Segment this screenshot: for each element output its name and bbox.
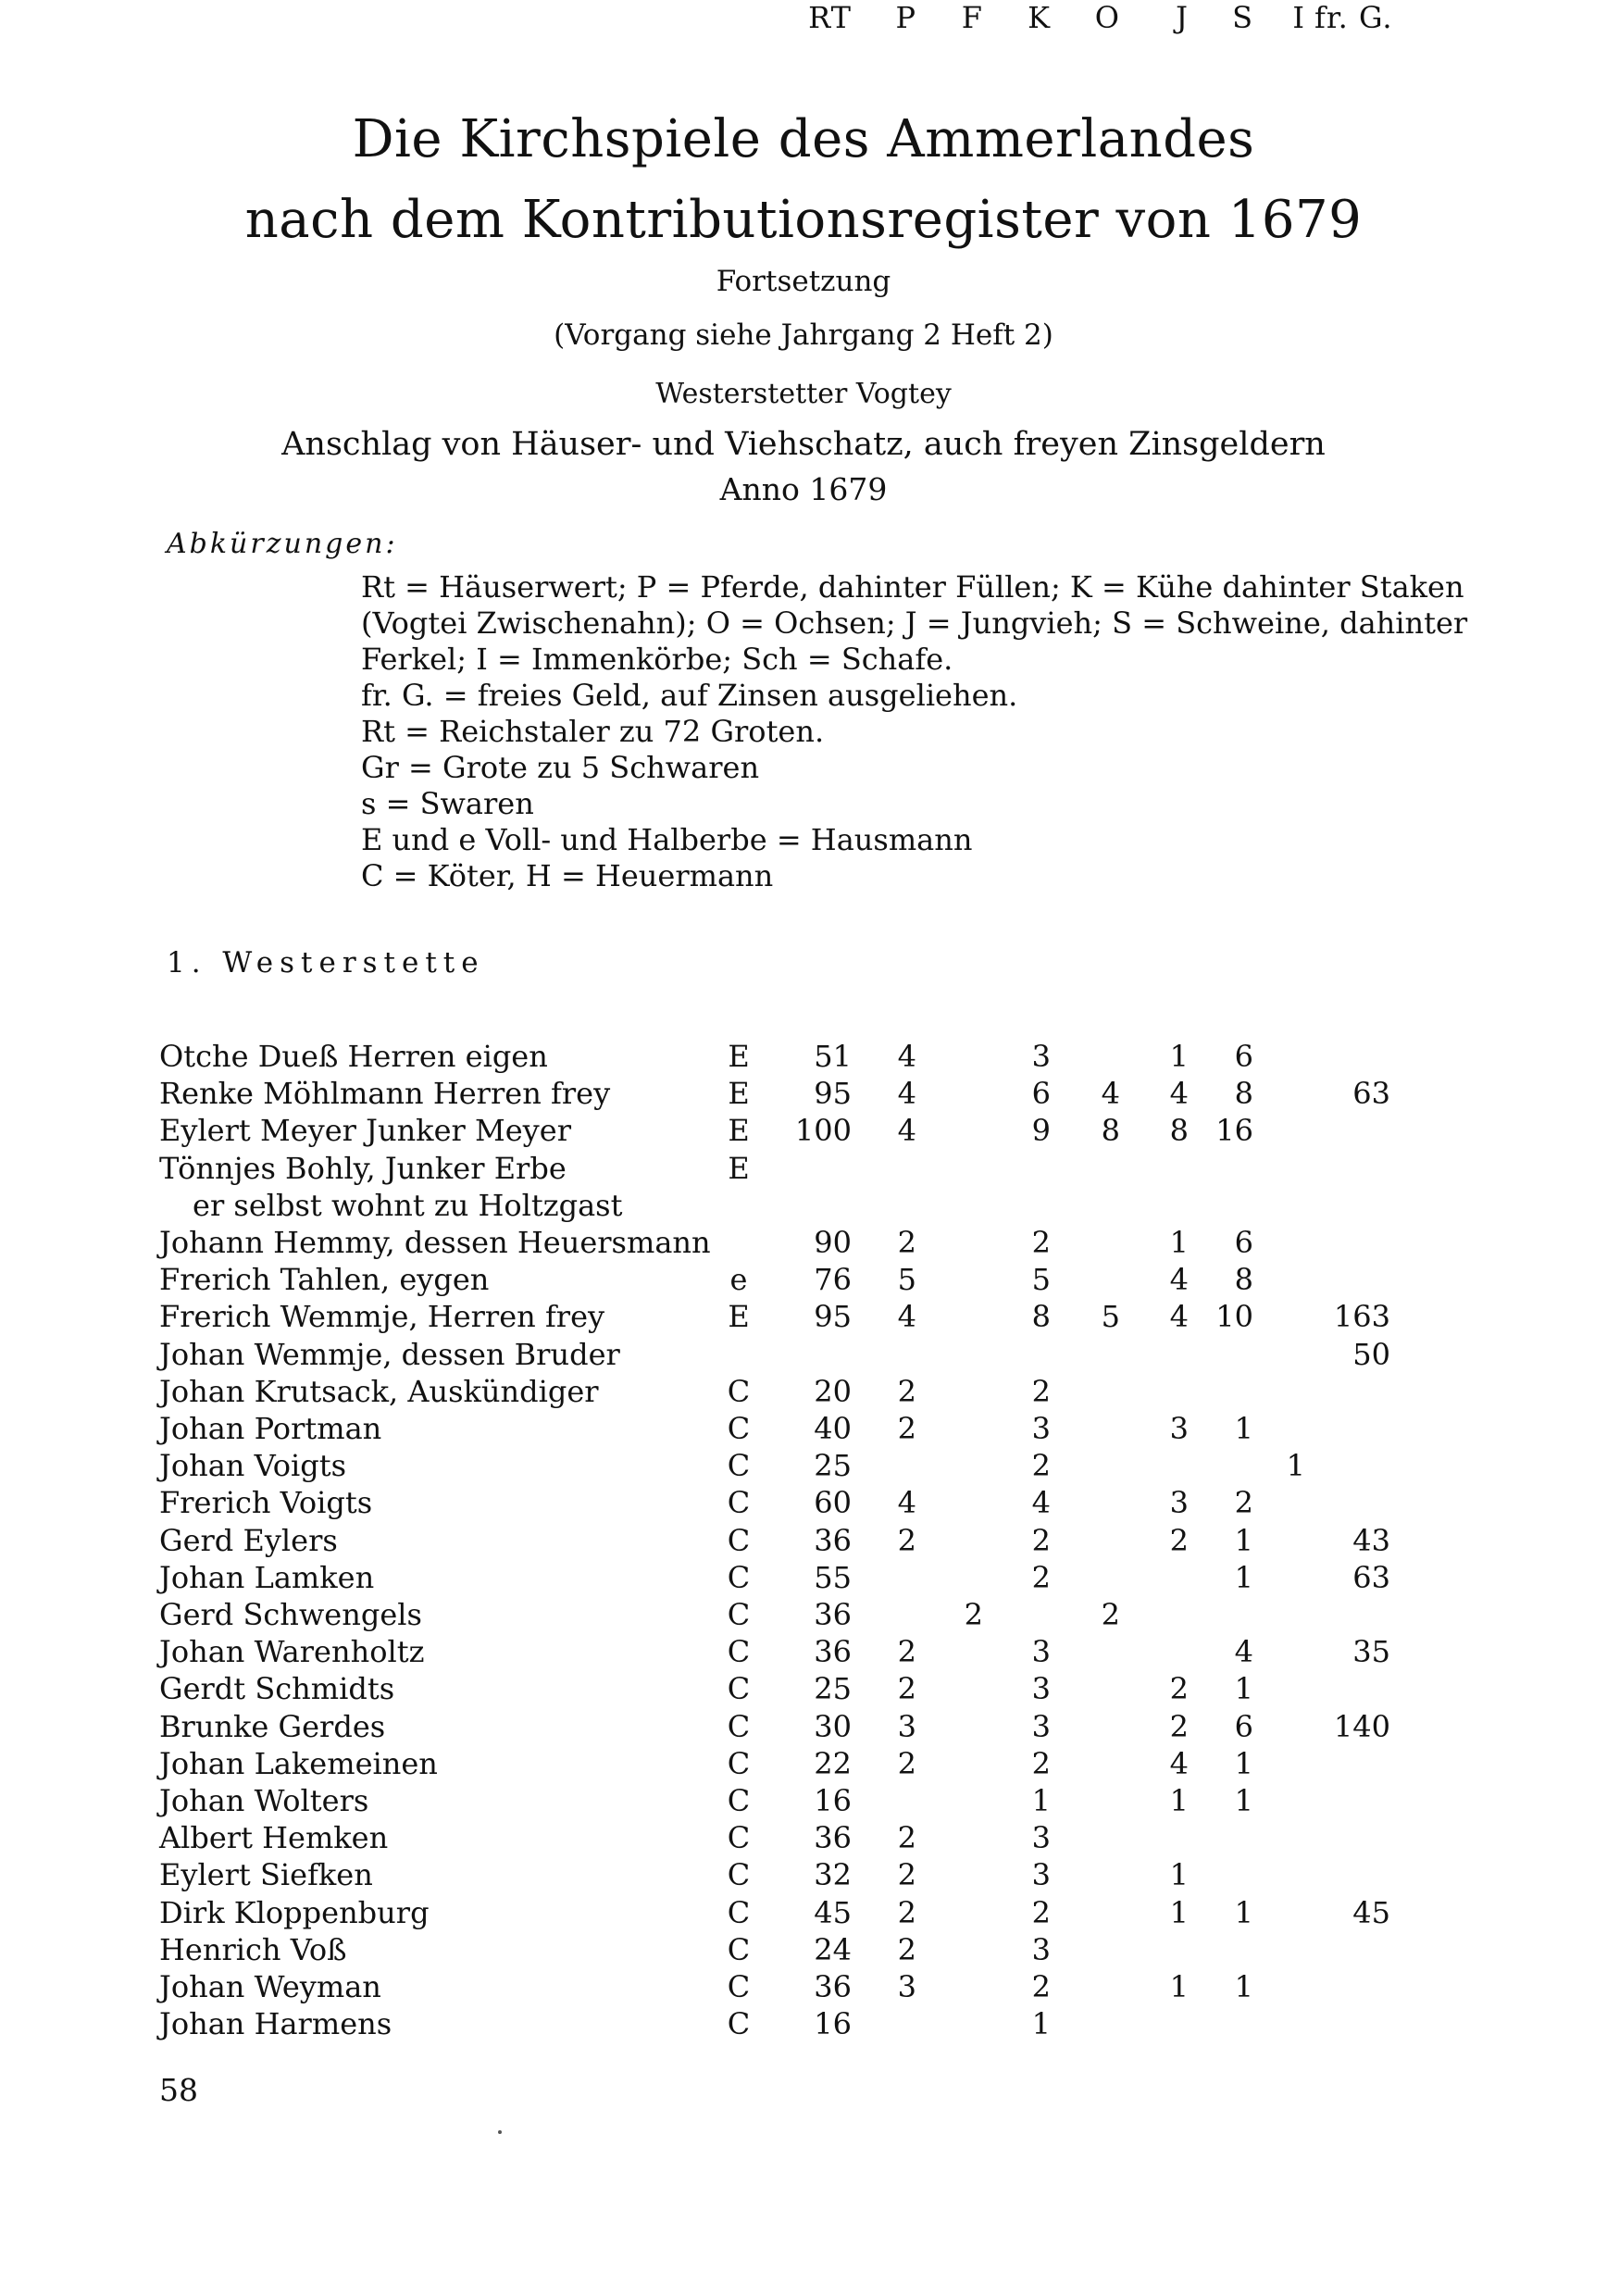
cell-k: 1: [1031, 2006, 1051, 2042]
row-name: Gerd Eylers: [159, 1522, 338, 1558]
cell-stand: C: [727, 1708, 751, 1744]
cell-p: 4: [897, 1299, 916, 1335]
abbreviation-line: Gr = Grote zu 5 Schwaren: [361, 750, 760, 785]
cell-k: 3: [1031, 1931, 1051, 1967]
table-row: [0, 1151, 1607, 1188]
cell-j: 2: [1169, 1708, 1189, 1744]
cell-o: 4: [1101, 1076, 1120, 1112]
table-row: [0, 1634, 1607, 1671]
cell-p: 4: [897, 1076, 916, 1112]
cell-p: 3: [897, 1708, 916, 1744]
cell-p: 2: [897, 1634, 916, 1670]
cell-stand: C: [727, 1820, 751, 1856]
row-name: Albert Hemken: [159, 1820, 389, 1856]
cell-stand: E: [728, 1039, 750, 1074]
row-name: Henrich Voß: [159, 1931, 347, 1967]
cell-p: 4: [897, 1039, 916, 1074]
cell-k: 2: [1031, 1969, 1051, 2004]
cell-p: 5: [897, 1262, 916, 1298]
cell-k: 2: [1031, 1894, 1051, 1930]
abbreviation-line: (Vogtei Zwischenahn); O = Ochsen; J = Jungvieh; S = Schweine, dahinter: [361, 605, 1468, 641]
table-row: [0, 1411, 1607, 1448]
year-heading: Anno 1679: [719, 471, 888, 507]
cell-rt: 55: [814, 1559, 852, 1595]
row-name: Frerich Tahlen, eygen: [159, 1262, 490, 1298]
cell-stand: C: [727, 1783, 751, 1818]
cell-s: 1: [1234, 1783, 1253, 1818]
cell-s: 6: [1234, 1708, 1253, 1744]
cell-frg: 45: [1352, 1894, 1390, 1930]
cell-p: 2: [897, 1411, 916, 1446]
cell-stand: C: [727, 1931, 751, 1967]
cell-stand: C: [727, 1745, 751, 1781]
cell-rt: 100: [794, 1113, 852, 1149]
cell-p: 2: [897, 1373, 916, 1409]
cell-s: 4: [1234, 1634, 1253, 1670]
table-row: [0, 1895, 1607, 1932]
cell-s: 1: [1234, 1894, 1253, 1930]
row-name: Eylert Meyer Junker Meyer: [159, 1113, 571, 1149]
cell-p: 2: [897, 1671, 916, 1707]
cell-rt: 36: [814, 1969, 852, 2004]
row-name: Gerdt Schmidts: [159, 1671, 395, 1707]
table-row: [0, 1969, 1607, 2006]
cell-stand: E: [728, 1150, 750, 1186]
row-name: Johan Krutsack, Auskündiger: [159, 1373, 599, 1409]
cell-j: 1: [1169, 1039, 1189, 1074]
cell-k: 2: [1031, 1373, 1051, 1409]
row-name: Johan Warenholtz: [159, 1634, 425, 1670]
column-header-i: I: [1292, 0, 1305, 35]
cell-j: 4: [1169, 1745, 1189, 1781]
cell-k: 3: [1031, 1820, 1051, 1856]
cell-stand: C: [727, 1373, 751, 1409]
cell-stand: e: [729, 1262, 748, 1298]
cell-rt: 45: [814, 1894, 852, 1930]
cell-stand: C: [727, 1448, 751, 1484]
abbreviation-line: E und e Voll- und Halberbe = Hausmann: [361, 822, 973, 857]
cell-s: 8: [1234, 1076, 1253, 1112]
section-title: 1. Westerstette: [167, 946, 485, 980]
cell-rt: 16: [814, 2006, 852, 2042]
cell-s: 2: [1234, 1485, 1253, 1521]
abbreviation-line: s = Swaren: [361, 786, 534, 821]
cell-s: 10: [1215, 1299, 1253, 1335]
row-name: Frerich Voigts: [159, 1485, 373, 1521]
row-name: er selbst wohnt zu Holtzgast: [193, 1187, 623, 1223]
cell-k: 3: [1031, 1411, 1051, 1446]
row-name: Eylert Siefken: [159, 1857, 373, 1893]
cell-rt: 16: [814, 1783, 852, 1818]
cell-rt: 90: [814, 1225, 852, 1260]
cell-frg: 163: [1333, 1299, 1390, 1335]
cell-k: 2: [1031, 1225, 1051, 1260]
cell-k: 9: [1031, 1113, 1051, 1149]
row-name: Johan Lakemeinen: [159, 1745, 438, 1781]
cell-rt: 24: [814, 1931, 852, 1967]
cell-frg: 63: [1352, 1076, 1390, 1112]
continuation-note: Fortsetzung: [716, 265, 891, 298]
cell-k: 3: [1031, 1039, 1051, 1074]
column-header-p: P: [895, 0, 916, 35]
cell-frg: 43: [1352, 1522, 1390, 1558]
table-row: [0, 1374, 1607, 1411]
abbreviation-line: Rt = Reichstaler zu 72 Groten.: [361, 714, 825, 749]
table-row: [0, 1523, 1607, 1560]
abbreviation-line: Rt = Häuserwert; P = Pferde, dahinter Füllen; K = Kühe dahinter Staken: [361, 569, 1464, 605]
table-row: [0, 1448, 1607, 1485]
cell-j: 1: [1169, 1225, 1189, 1260]
abbreviation-line: C = Köter, H = Heuermann: [361, 858, 774, 893]
cell-stand: E: [728, 1299, 750, 1335]
cell-rt: 36: [814, 1522, 852, 1558]
cell-p: 2: [897, 1820, 916, 1856]
table-row: [0, 1299, 1607, 1336]
table-row: [0, 1113, 1607, 1150]
cell-k: 3: [1031, 1708, 1051, 1744]
cell-frg: 35: [1352, 1634, 1390, 1670]
cell-k: 2: [1031, 1522, 1051, 1558]
column-header-fr-g: fr. G.: [1314, 0, 1393, 35]
cell-s: 8: [1234, 1262, 1253, 1298]
cell-rt: 95: [814, 1299, 852, 1335]
cell-s: 1: [1234, 1671, 1253, 1707]
cell-rt: 32: [814, 1857, 852, 1893]
table-row: [0, 2006, 1607, 2043]
cell-o: 5: [1101, 1299, 1120, 1335]
cell-stand: C: [727, 1857, 751, 1893]
cell-rt: 60: [814, 1485, 852, 1521]
table-row: [0, 1597, 1607, 1634]
table-row: [0, 1671, 1607, 1708]
table-row: [0, 1188, 1607, 1225]
cell-stand: C: [727, 1597, 751, 1632]
cell-rt: 25: [814, 1671, 852, 1707]
cell-stand: E: [728, 1076, 750, 1112]
cell-p: 2: [897, 1857, 916, 1893]
table-row: [0, 1076, 1607, 1113]
abbreviation-line: Ferkel; I = Immenkörbe; Sch = Schafe.: [361, 642, 953, 677]
cell-j: 1: [1169, 1783, 1189, 1818]
assessment-heading: Anschlag von Häuser- und Viehschatz, auch freyen Zinsgeldern: [281, 426, 1326, 463]
table-row: [0, 1820, 1607, 1857]
cell-stand: E: [728, 1113, 750, 1149]
cell-rt: 20: [814, 1373, 852, 1409]
cell-rt: 22: [814, 1745, 852, 1781]
cell-k: 4: [1031, 1485, 1051, 1521]
cell-j: 4: [1169, 1262, 1189, 1298]
cell-o: 8: [1101, 1113, 1120, 1149]
table-row: [0, 1709, 1607, 1746]
cell-j: 8: [1169, 1113, 1189, 1149]
cell-s: 6: [1234, 1225, 1253, 1260]
cell-k: 2: [1031, 1745, 1051, 1781]
row-name: Johan Lamken: [159, 1559, 375, 1595]
table-row: [0, 1485, 1607, 1522]
cell-frg: 63: [1352, 1559, 1390, 1595]
row-name: Renke Möhlmann Herren frey: [159, 1076, 611, 1112]
title-line-2: nach dem Kontributionsregister von 1679: [244, 190, 1363, 250]
cell-j: 4: [1169, 1076, 1189, 1112]
table-row: [0, 1337, 1607, 1374]
cell-stand: C: [727, 2006, 751, 2042]
row-name: Otche Dueß Herren eigen: [159, 1039, 548, 1074]
cell-p: 4: [897, 1113, 916, 1149]
cell-rt: 25: [814, 1448, 852, 1484]
column-header-j: J: [1176, 0, 1189, 35]
row-name: Frerich Wemmje, Herren frey: [159, 1299, 605, 1335]
table-row: [0, 1783, 1607, 1820]
table-row: [0, 1857, 1607, 1894]
cell-k: 5: [1031, 1262, 1051, 1298]
table-row: [0, 1746, 1607, 1783]
cell-i: 1: [1286, 1448, 1305, 1484]
cell-f: 2: [964, 1597, 983, 1632]
cell-j: 1: [1169, 1894, 1189, 1930]
cell-stand: C: [727, 1634, 751, 1670]
cell-p: 4: [897, 1485, 916, 1521]
row-name: Johan Wemmje, dessen Bruder: [159, 1336, 620, 1372]
row-name: Dirk Kloppenburg: [159, 1894, 430, 1930]
cell-frg: 50: [1352, 1336, 1390, 1372]
cell-p: 2: [897, 1225, 916, 1260]
cell-j: 1: [1169, 1857, 1189, 1893]
cell-s: 1: [1234, 1522, 1253, 1558]
cell-s: 16: [1215, 1113, 1253, 1149]
cell-k: 3: [1031, 1857, 1051, 1893]
cell-stand: C: [727, 1969, 751, 2004]
row-name: Johan Voigts: [159, 1448, 346, 1484]
column-header-k: K: [1028, 0, 1051, 35]
print-speck: [498, 2130, 502, 2134]
reference-note: (Vorgang siehe Jahrgang 2 Heft 2): [554, 318, 1053, 352]
cell-frg: 140: [1333, 1708, 1390, 1744]
cell-p: 2: [897, 1745, 916, 1781]
table-row: [0, 1262, 1607, 1299]
cell-k: 1: [1031, 1783, 1051, 1818]
page-number: 58: [159, 2072, 198, 2108]
cell-p: 3: [897, 1969, 916, 2004]
title-line-1: Die Kirchspiele des Ammerlandes: [352, 109, 1255, 169]
cell-s: 6: [1234, 1039, 1253, 1074]
cell-j: 3: [1169, 1485, 1189, 1521]
table-row: [0, 1225, 1607, 1262]
cell-k: 3: [1031, 1634, 1051, 1670]
column-header-rt: RT: [808, 0, 852, 35]
cell-stand: C: [727, 1522, 751, 1558]
abbreviation-line: fr. G. = freies Geld, auf Zinsen ausgeliehen.: [361, 678, 1018, 713]
table-row: [0, 1039, 1607, 1076]
cell-j: 4: [1169, 1299, 1189, 1335]
cell-p: 2: [897, 1522, 916, 1558]
cell-rt: 36: [814, 1597, 852, 1632]
cell-k: 8: [1031, 1299, 1051, 1335]
row-name: Johan Portman: [159, 1411, 382, 1446]
cell-stand: C: [727, 1894, 751, 1930]
cell-stand: C: [727, 1559, 751, 1595]
cell-rt: 36: [814, 1634, 852, 1670]
row-name: Johan Harmens: [159, 2006, 392, 2042]
column-header-o: O: [1094, 0, 1120, 35]
row-name: Brunke Gerdes: [159, 1708, 386, 1744]
cell-s: 1: [1234, 1745, 1253, 1781]
cell-rt: 36: [814, 1820, 852, 1856]
cell-j: 2: [1169, 1671, 1189, 1707]
cell-k: 3: [1031, 1671, 1051, 1707]
column-header-f: F: [961, 0, 983, 35]
cell-s: 1: [1234, 1411, 1253, 1446]
cell-s: 1: [1234, 1969, 1253, 2004]
cell-rt: 76: [814, 1262, 852, 1298]
cell-p: 2: [897, 1931, 916, 1967]
cell-k: 2: [1031, 1448, 1051, 1484]
cell-p: 2: [897, 1894, 916, 1930]
cell-rt: 30: [814, 1708, 852, 1744]
row-name: Gerd Schwengels: [159, 1597, 422, 1632]
cell-stand: C: [727, 1411, 751, 1446]
row-name: Johann Hemmy, dessen Heuersmann: [159, 1225, 711, 1260]
abbreviations-list: [361, 569, 1468, 894]
table-row: [0, 1932, 1607, 1969]
cell-j: 2: [1169, 1522, 1189, 1558]
cell-j: 3: [1169, 1411, 1189, 1446]
row-name: Tönnjes Bohly, Junker Erbe: [159, 1150, 567, 1186]
cell-rt: 51: [814, 1039, 852, 1074]
table-row: [0, 1560, 1607, 1597]
cell-j: 1: [1169, 1969, 1189, 2004]
abbreviations-heading: Abkürzungen:: [167, 528, 398, 560]
cell-stand: C: [727, 1485, 751, 1521]
cell-o: 2: [1101, 1597, 1120, 1632]
row-name: Johan Weyman: [159, 1969, 381, 2004]
column-header-s: S: [1232, 0, 1253, 35]
cell-s: 1: [1234, 1559, 1253, 1595]
row-name: Johan Wolters: [159, 1783, 369, 1818]
cell-k: 2: [1031, 1559, 1051, 1595]
cell-rt: 95: [814, 1076, 852, 1112]
district-heading: Westerstetter Vogtey: [655, 378, 952, 410]
cell-k: 6: [1031, 1076, 1051, 1112]
cell-rt: 40: [814, 1411, 852, 1446]
cell-stand: C: [727, 1671, 751, 1707]
